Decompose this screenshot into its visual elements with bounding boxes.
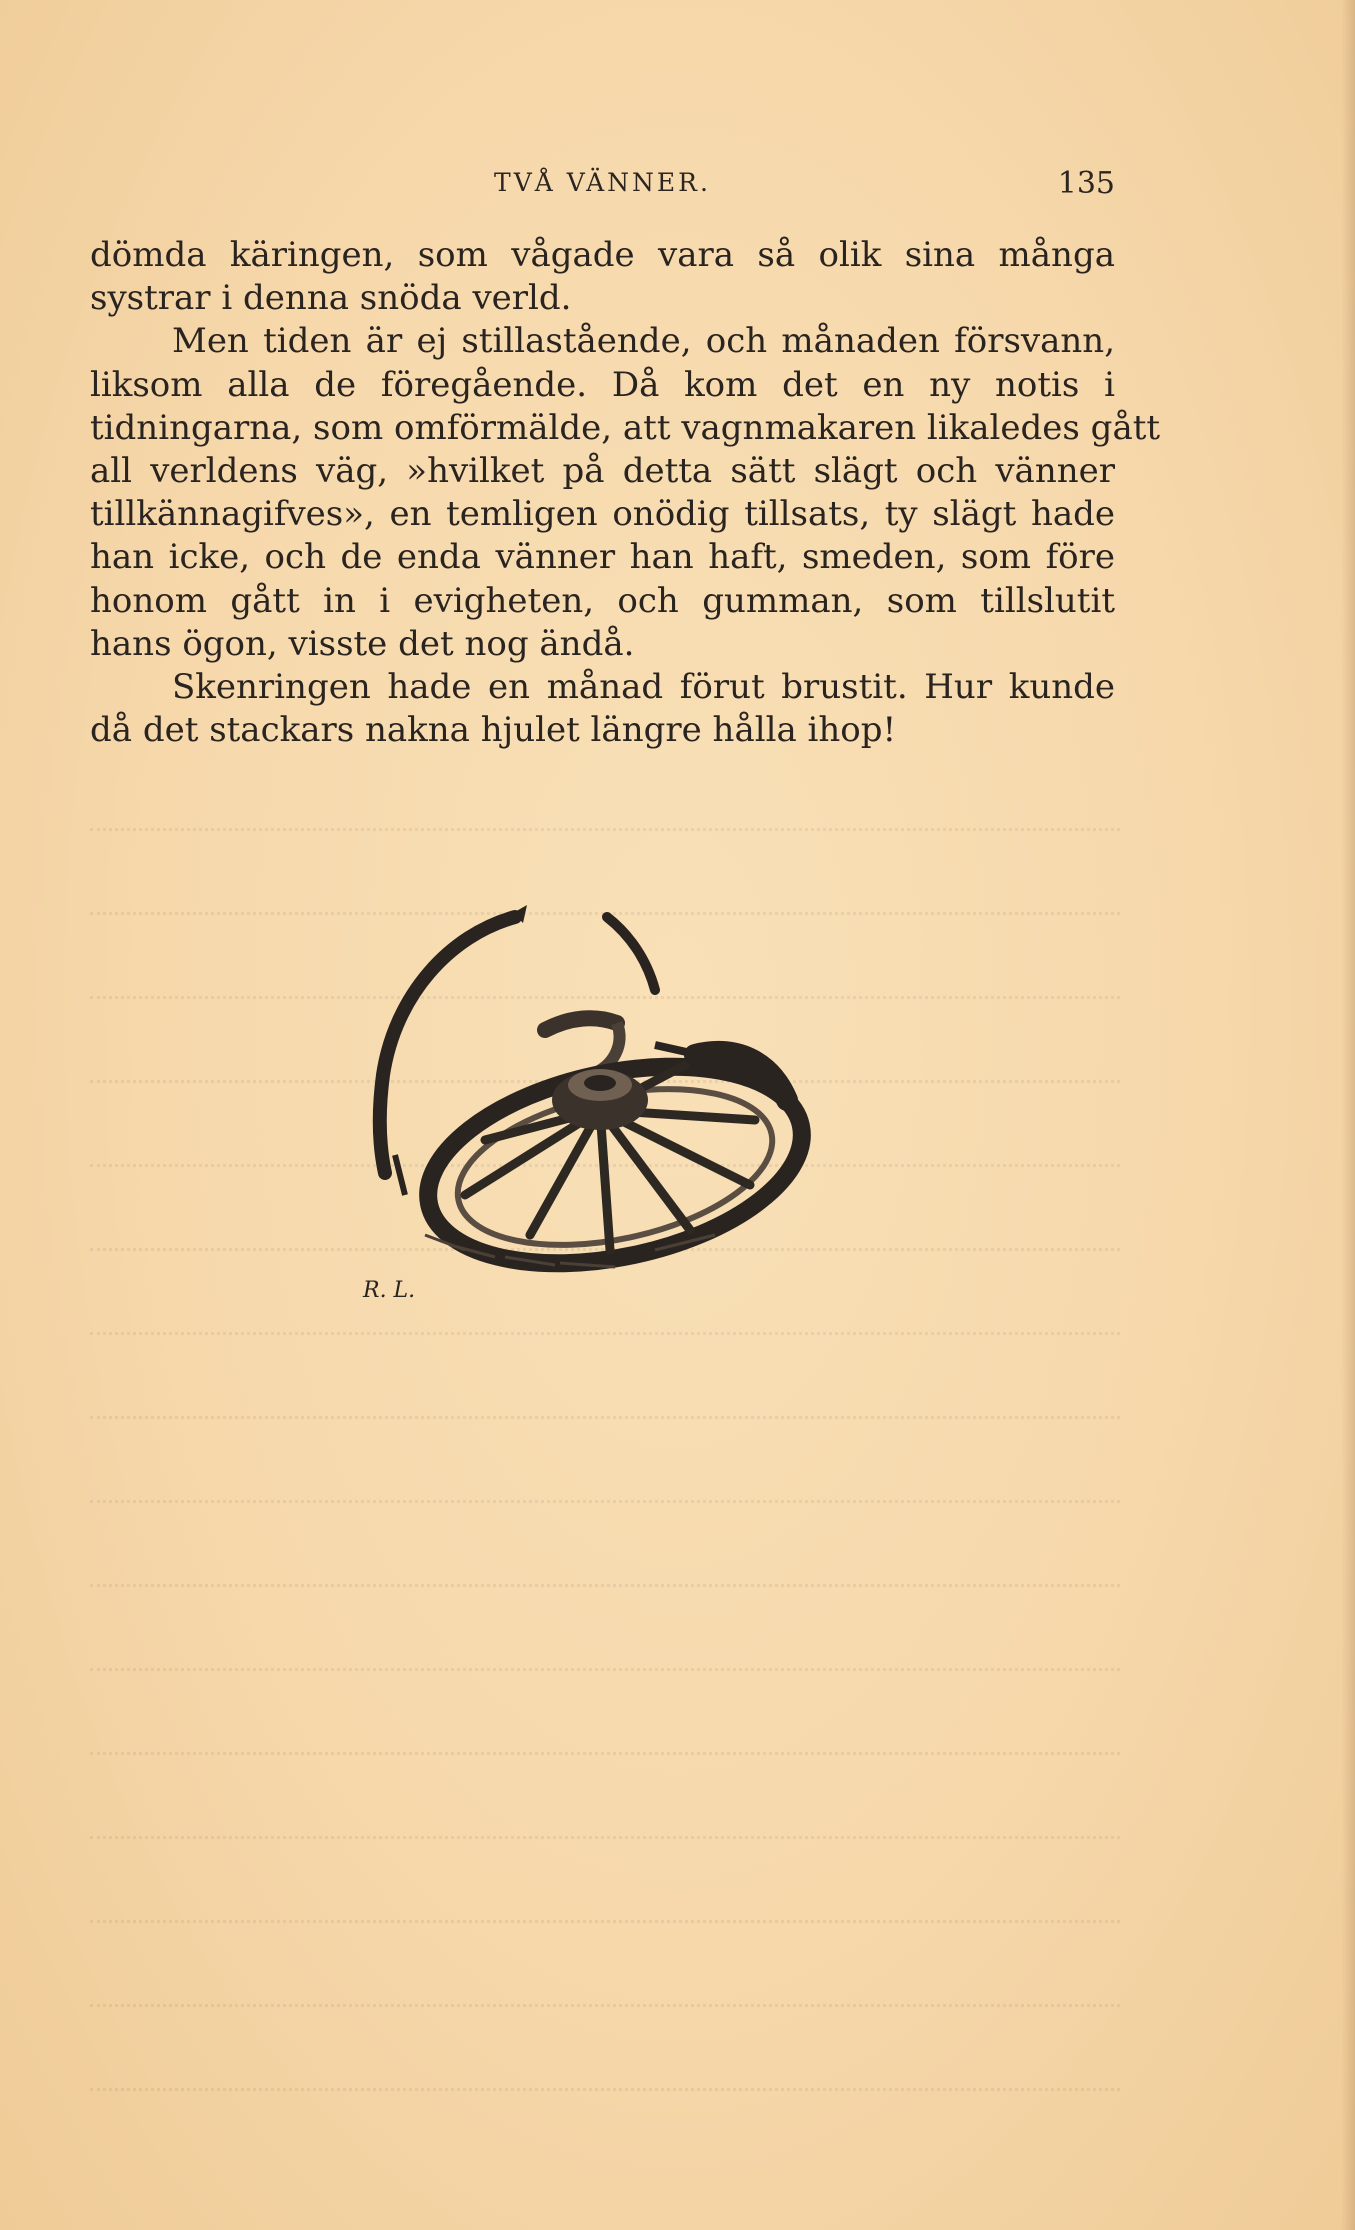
running-title: TVÅ VÄNNER. [494,168,711,197]
text-line: dömda käringen, som vågade vara så olik sina många [90,235,1115,275]
page-number: 135 [1057,166,1115,201]
page-header [90,168,1115,208]
text-line: hans ögon, visste det nog ändå. [90,623,635,664]
page-edge-shadow [1341,0,1355,2230]
text-line: han icke, och de enda vänner han haft, smeden, som före [90,537,1115,578]
text-line: honom gått in i evigheten, och gumman, som tillslutit [90,580,1115,621]
text-line: tillkännagifves», en temligen onödig tillsats, ty slägt hade [90,494,1115,535]
text-line: Skenringen hade en månad förut brustit. Hur kunde [172,666,1115,707]
text-line: tidningarna, som omförmälde, att vagnmakaren likaledes gått [90,407,1161,448]
broken-wheel-illustration [355,905,835,1325]
text-line: all verldens väg, »hvilket på detta sätt slägt och vänner [90,450,1115,491]
illustrator-signature: R. L. [363,1278,416,1303]
text-line: liksom alla de föregående. Då kom det en ny notis i [90,364,1115,405]
text-line: systrar i denna snöda verld. [90,278,572,319]
text-line: Men tiden är ej stillastående, och månaden försvann, [172,321,1115,362]
text-line: då det stackars nakna hjulet längre hålla ihop! [90,710,897,751]
body-text [90,234,1161,752]
